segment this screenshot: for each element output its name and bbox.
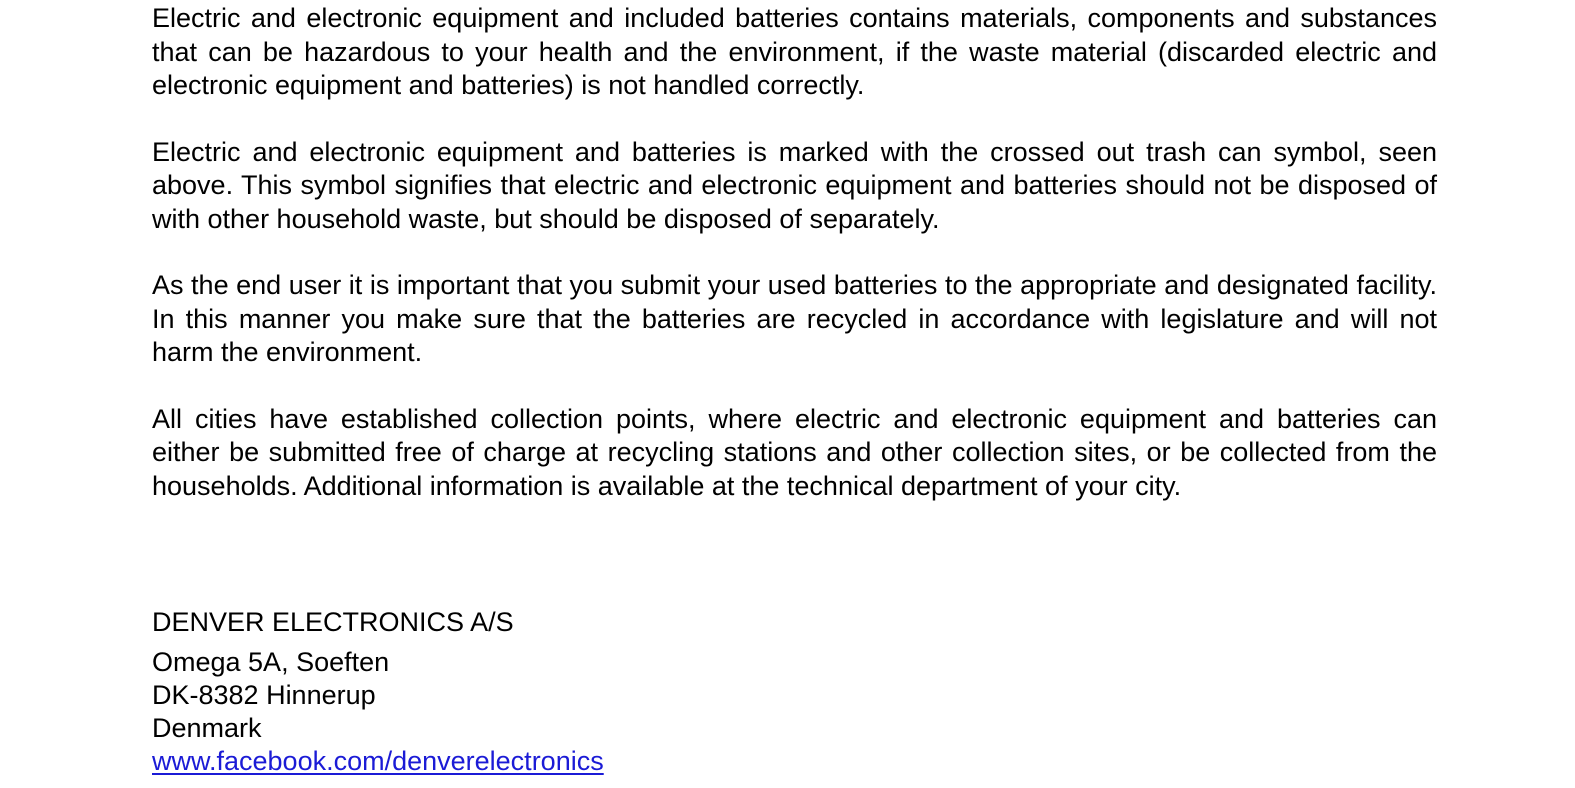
document-body: [152, 2, 1437, 536]
company-address-block: [152, 606, 604, 778]
company-name: DENVER ELECTRONICS A/S: [152, 607, 514, 637]
paragraph-trash-symbol: Electric and electronic equipment and batteries is marked with the crossed out trash can symbol, seen above. This symbol signifies that electric and electronic equipment and batteries should not be disposed of with other household waste, but should be disposed of separately.: [152, 136, 1437, 234]
paragraph-collection-points: All cities have established collection points, where electric and electronic equipment and batteries can either be submitted free of charge at recycling stations and other collection sites, or be collected from the households. Additional information is available at the technical department of your city.: [152, 403, 1437, 501]
facebook-link[interactable]: www.facebook.com/denverelectronics: [152, 746, 604, 776]
paragraph-end-user: As the end user it is important that you submit your used batteries to the appropriate and designated facility. In this manner you make sure that the batteries are recycled in accordance with legislature and will not harm the environment.: [152, 270, 1437, 367]
address-country: Denmark: [152, 713, 262, 743]
address-street: Omega 5A, Soeften: [152, 647, 390, 677]
website-line: [152, 745, 604, 778]
paragraph-hazard-notice: Electric and electronic equipment and included batteries contains materials, components and substances that can be hazardous to your health and the environment, if the waste material (discarded electric and electronic equipment and batteries) is not handled correctly.: [152, 3, 1437, 100]
address-postal: DK-8382 Hinnerup: [152, 680, 376, 710]
